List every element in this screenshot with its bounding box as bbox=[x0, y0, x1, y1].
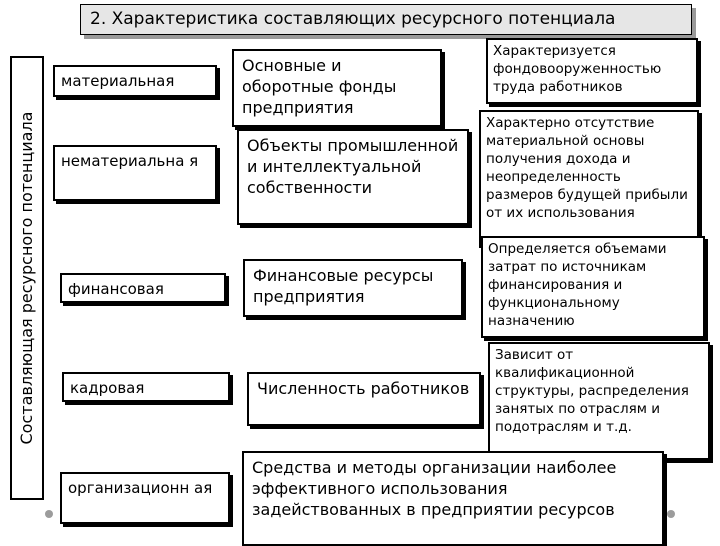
right-dot-decoration bbox=[667, 510, 675, 518]
note-personnel: Зависит от квалификационной структуры, распределения занятых по отраслям и подотраслям и т.д. bbox=[488, 342, 710, 460]
note-financial: Определяется объемами затрат по источникам финансирования и функциональному назначению bbox=[481, 236, 705, 338]
category-organizational: организационн ая bbox=[60, 472, 230, 524]
resource-financial: Финансовые ресурсы предприятия bbox=[243, 259, 463, 317]
category-material: материальная bbox=[53, 65, 217, 97]
left-dot-decoration bbox=[45, 510, 53, 518]
category-financial: финансовая bbox=[60, 273, 226, 303]
slide-title: 2. Характеристика составляющих ресурсного потенциала bbox=[80, 4, 692, 35]
note-material: Характеризуется фондовооруженностью труда работников bbox=[486, 38, 698, 104]
resource-intangible: Объекты промышленной и интеллектуальной собственности bbox=[237, 129, 469, 225]
category-intangible: нематериальна я bbox=[53, 145, 217, 201]
note-intangible: Характерно отсутствие материальной основы получения дохода и неопределенность размеров будущей прибыли от их использования bbox=[479, 110, 699, 248]
resource-organizational: Средства и методы организации наиболее эффективного использования задействованных в предприятии ресурсов bbox=[242, 451, 664, 546]
vertical-label: Составляющая ресурсного потенциала bbox=[17, 111, 36, 445]
resource-material: Основные и оборотные фонды предприятия bbox=[232, 49, 442, 127]
category-personnel: кадровая bbox=[62, 372, 230, 402]
resource-personnel: Численность работников bbox=[247, 372, 481, 426]
